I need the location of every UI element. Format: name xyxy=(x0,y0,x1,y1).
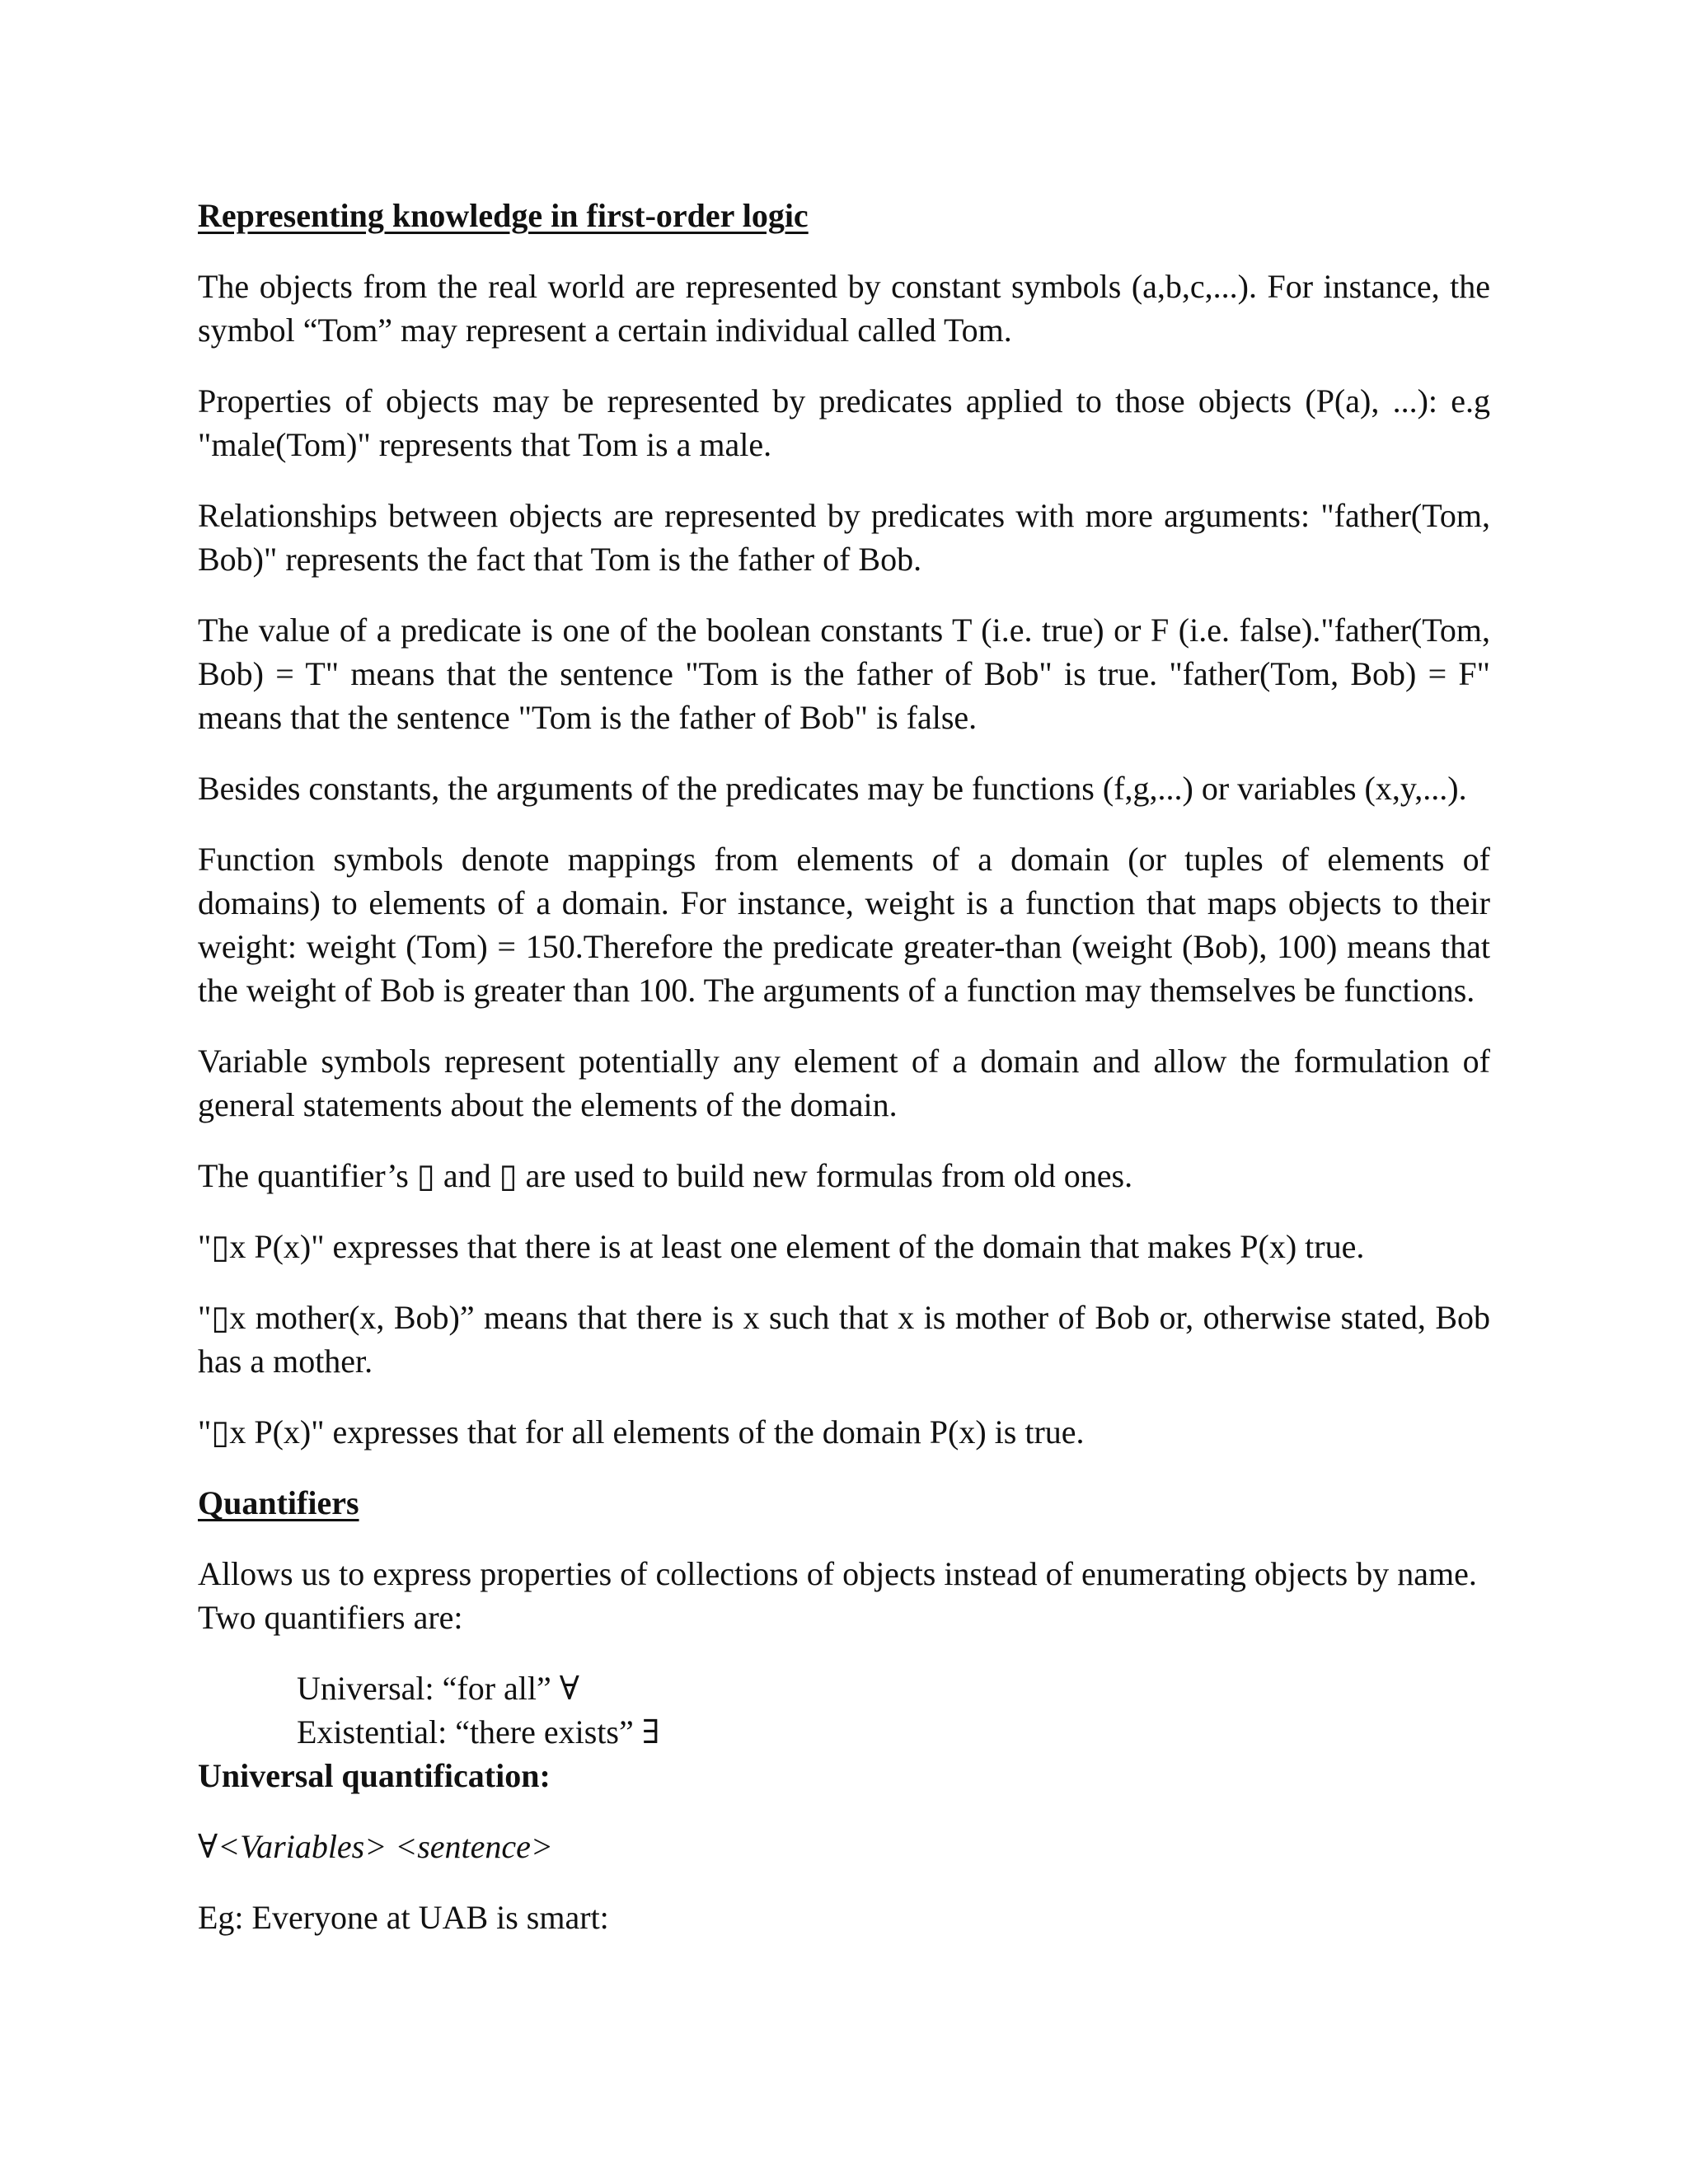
paragraph-arguments: Besides constants, the arguments of the predicates may be functions (f,g,...) or variables (x,y,...). xyxy=(198,770,1467,807)
list-item-universal: Universal: “for all” ∀ xyxy=(297,1670,579,1707)
paragraph-functions: Function symbols denote mappings from elements of a domain (or tuples of elements of domains) to elements of a domain. For instance, weight is a function that maps objects to their weight: weight (Tom) = 150.Therefore the predicate greater-than (weight (Bob), 100) means that the weight of Bob is greater than 100. The arguments of a function may themselves be functions. xyxy=(198,841,1490,1009)
paragraph-predicate-values: The value of a predicate is one of the boolean constants T (i.e. true) or F (i.e. false)."father(Tom, Bob) = T" means that the sentence "Tom is the father of Bob" is true. "father(Tom, Bob) = F" means that the sentence "Tom is the father of Bob" is false. xyxy=(198,612,1490,736)
paragraph-mother-example: "▯x mother(x, Bob)” means that there is x such that x is mother of Bob or, otherwise stated, Bob has a mother. xyxy=(198,1299,1490,1380)
section-heading-quantifiers: Quantifiers xyxy=(198,1484,359,1521)
page-title: Representing knowledge in first-order logic xyxy=(198,197,809,234)
paragraph-variables: Variable symbols represent potentially any element of a domain and allow the formulation of general statements about the elements of the domain. xyxy=(198,1043,1490,1123)
document-body xyxy=(198,194,1490,1966)
paragraph-quantifier-intro: The quantifier’s ▯ and ▯ are used to build new formulas from old ones. xyxy=(198,1157,1133,1194)
quantifier-list xyxy=(297,1666,1490,1754)
paragraph-universal-meaning: "▯x P(x)" expresses that for all elements of the domain P(x) is true. xyxy=(198,1413,1085,1451)
paragraph-relationships: Relationships between objects are represented by predicates with more arguments: "father(Tom, Bob)" represents the fact that Tom is the father of Bob. xyxy=(198,497,1490,578)
paragraph-constants: The objects from the real world are represented by constant symbols (a,b,c,...). For instance, the symbol “Tom” may represent a certain individual called Tom. xyxy=(198,268,1490,349)
universal-example: Eg: Everyone at UAB is smart: xyxy=(198,1899,609,1936)
paragraph-quantifiers-intro: Allows us to express properties of collections of objects instead of enumerating objects by name. Two quantifiers are: xyxy=(198,1555,1477,1636)
paragraph-existential-meaning: "▯x P(x)" expresses that there is at least one element of the domain that makes P(x) true. xyxy=(198,1228,1365,1265)
paragraph-properties: Properties of objects may be represented by predicates applied to those objects (P(a), ...): e.g "male(Tom)" represents that Tom is a male. xyxy=(198,382,1490,463)
section-heading-universal-quantification: Universal quantification: xyxy=(198,1757,551,1794)
universal-syntax: ∀<Variables> <sentence> xyxy=(198,1828,553,1865)
list-item-existential: Existential: “there exists” ∃ xyxy=(297,1713,660,1750)
